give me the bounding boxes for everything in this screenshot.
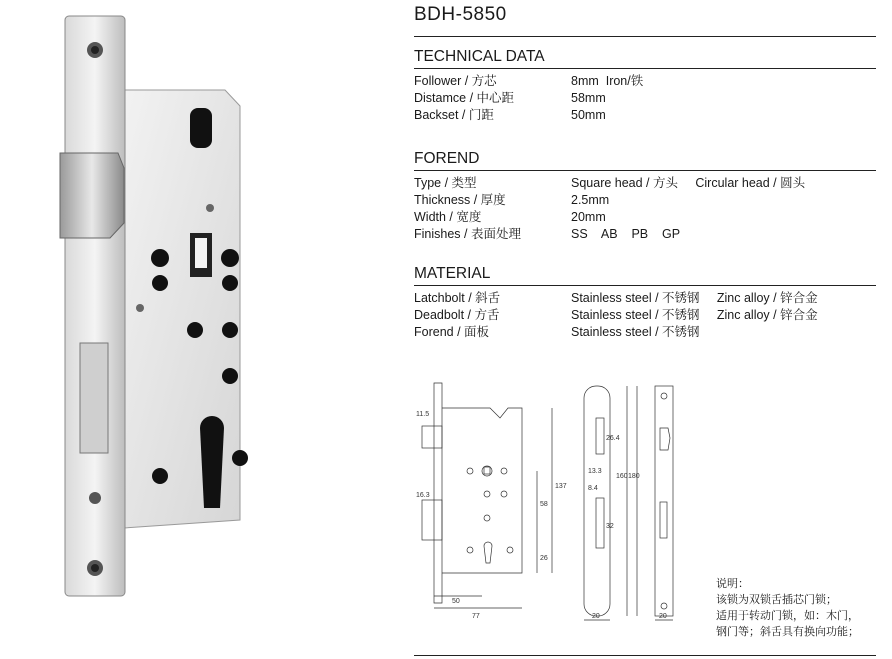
dim-label: 11.5 bbox=[416, 411, 430, 418]
note-line: 该锁为双锁舌插芯门锁； bbox=[716, 594, 837, 606]
spec-key: Deadbolt / 方舌 bbox=[414, 308, 500, 322]
lock-photo bbox=[40, 8, 380, 648]
spec-key: Type / 类型 bbox=[414, 176, 477, 190]
spec-value: SS AB PB GP bbox=[571, 227, 681, 241]
dim-label: 20 bbox=[659, 613, 667, 620]
spec-row bbox=[414, 73, 876, 90]
spec-value: Stainless steel / 不锈钢 bbox=[571, 325, 700, 339]
note-line: 适用于转动门锁，如：木门， bbox=[716, 610, 859, 622]
spec-row bbox=[414, 226, 876, 243]
dim-label: 32 bbox=[606, 523, 614, 530]
spec-value: 20mm bbox=[571, 210, 606, 224]
note-line: 钢门等；斜舌具有换向功能； bbox=[716, 626, 859, 638]
dim-label: 26 bbox=[540, 555, 548, 562]
spec-row bbox=[414, 307, 876, 324]
spec-key: Width / 宽度 bbox=[414, 210, 482, 224]
spec-value: 2.5mm bbox=[571, 193, 610, 207]
forend-section bbox=[414, 150, 876, 243]
dim-label: 137 bbox=[555, 483, 567, 490]
dim-label: 77 bbox=[472, 613, 480, 620]
spec-row bbox=[414, 175, 876, 192]
spec-value: 8mm Iron/铁 bbox=[571, 74, 644, 88]
divider-top bbox=[414, 36, 876, 37]
dim-label: 58 bbox=[540, 501, 548, 508]
spec-key: Follower / 方芯 bbox=[414, 74, 497, 88]
dim-label: 13.3 bbox=[588, 468, 602, 475]
dim-label: 180 bbox=[628, 473, 640, 480]
spec-value: 58mm bbox=[571, 91, 606, 105]
spec-row bbox=[414, 192, 876, 209]
spec-row bbox=[414, 290, 876, 307]
product-model: BDH-5850 bbox=[414, 4, 507, 25]
spec-key: Latchbolt / 斜舌 bbox=[414, 291, 501, 305]
spec-key: Distamce / 中心距 bbox=[414, 91, 515, 105]
spec-value: 50mm bbox=[571, 108, 606, 122]
spec-row bbox=[414, 324, 876, 341]
dim-label: 8.4 bbox=[588, 485, 598, 492]
forend-heading: FOREND bbox=[414, 150, 876, 171]
spec-key: Thickness / 厚度 bbox=[414, 193, 506, 207]
technical-heading: TECHNICAL DATA bbox=[414, 48, 876, 69]
spec-row bbox=[414, 209, 876, 226]
technical-data-section bbox=[414, 48, 876, 124]
spec-value: Stainless steel / 不锈钢 Zinc alloy / 锌合金 bbox=[571, 291, 818, 305]
divider-bottom bbox=[414, 655, 876, 656]
material-heading: MATERIAL bbox=[414, 265, 876, 286]
material-section bbox=[414, 265, 876, 341]
spec-row bbox=[414, 107, 876, 124]
technical-drawing bbox=[412, 378, 712, 623]
spec-row bbox=[414, 90, 876, 107]
spec-value: Stainless steel / 不锈钢 Zinc alloy / 锌合金 bbox=[571, 308, 818, 322]
spec-key: Backset / 门距 bbox=[414, 108, 494, 122]
spec-value: Square head / 方头 Circular head / 圆头 bbox=[571, 176, 806, 190]
dim-label: 26.4 bbox=[606, 435, 620, 442]
dim-label: 20 bbox=[592, 613, 600, 620]
spec-key: Finishes / 表面处理 bbox=[414, 227, 521, 241]
spec-key: Forend / 面板 bbox=[414, 325, 490, 339]
note-line: 说明： bbox=[716, 578, 749, 590]
notes bbox=[716, 576, 859, 640]
dim-label: 160 bbox=[616, 473, 628, 480]
dim-label: 16.3 bbox=[416, 492, 430, 499]
dim-label: 50 bbox=[452, 598, 460, 605]
